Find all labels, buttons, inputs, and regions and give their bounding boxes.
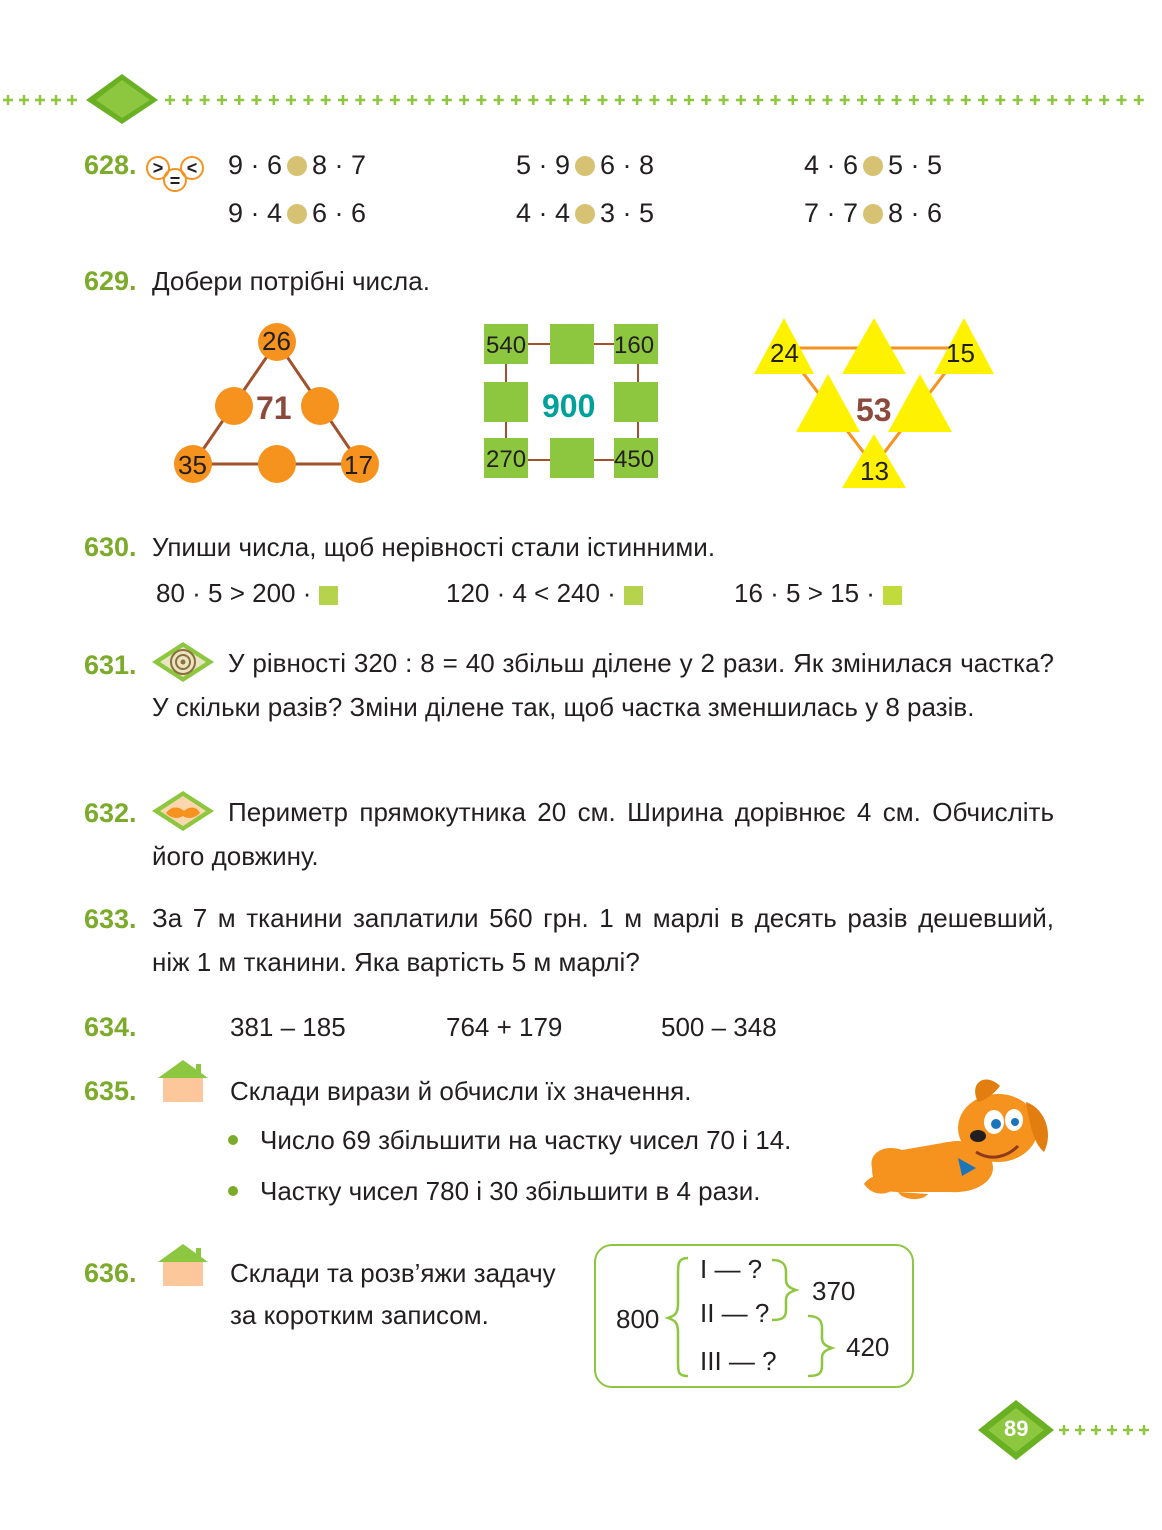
exercise-630-number: 630. xyxy=(84,532,137,562)
compare-blank[interactable] xyxy=(287,156,307,176)
exercise-629-text: Добери потрібні числа. xyxy=(152,266,430,296)
expression-item: 381 – 185 xyxy=(230,1012,346,1042)
exercise-635-bullet: Число 69 збільшити на частку чисел 70 і 14. xyxy=(260,1125,792,1155)
top-border-decoration xyxy=(0,62,1162,132)
left-expr: 9 · 6 xyxy=(228,150,283,180)
house-icon xyxy=(158,1242,208,1287)
exercise-633-number: 633. xyxy=(84,904,137,934)
exercise-635-number: 635. xyxy=(84,1076,137,1106)
compare-item xyxy=(804,198,942,229)
blank-circle xyxy=(301,387,339,425)
exercise-636-text-line2: за коротким записом. xyxy=(230,1300,489,1330)
right-expr: 6 · 6 xyxy=(312,198,367,228)
inequality-item xyxy=(156,578,338,609)
right-expr: 6 · 8 xyxy=(600,150,655,180)
compare-blank[interactable] xyxy=(575,156,595,176)
scheme-row: II — ? xyxy=(700,1298,770,1328)
right-expr: 5 · 5 xyxy=(888,150,943,180)
inequality-item xyxy=(734,578,902,609)
triangle-bottom-right-value: 17 xyxy=(344,450,373,480)
compare-item xyxy=(516,198,654,229)
page-number: 89 xyxy=(1004,1416,1029,1441)
compare-item xyxy=(228,150,366,181)
scheme-row: I — ? xyxy=(700,1254,763,1284)
triangle-bottom-left-value: 35 xyxy=(178,450,207,480)
blank-circle xyxy=(258,445,296,483)
exercise-629-number: 629. xyxy=(84,266,137,296)
left-expr: 9 · 4 xyxy=(228,198,283,228)
right-expr: 8 · 6 xyxy=(888,198,943,228)
square-top-left-value: 540 xyxy=(486,332,527,359)
inv-triangle-left-value: 24 xyxy=(770,338,799,368)
exercise-628-number: 628. xyxy=(84,150,137,180)
inequality-item xyxy=(446,578,643,609)
inequality-text: 80 · 5 > 200 · xyxy=(156,578,312,608)
scheme-sum-1-2: 370 xyxy=(812,1276,856,1306)
svg-text:=: = xyxy=(169,171,181,191)
house-icon xyxy=(158,1058,208,1103)
compare-blank[interactable] xyxy=(863,156,883,176)
svg-text:>: > xyxy=(152,158,164,178)
compare-blank[interactable] xyxy=(863,204,883,224)
right-expr: 3 · 5 xyxy=(600,198,655,228)
left-expr: 4 · 6 xyxy=(804,150,859,180)
dog-illustration xyxy=(858,1072,1054,1206)
square-top-right-value: 160 xyxy=(614,332,655,359)
scheme-total: 800 xyxy=(616,1304,660,1334)
left-expr: 4 · 4 xyxy=(516,198,571,228)
bullet-dot xyxy=(228,1135,238,1145)
compare-item xyxy=(804,150,942,181)
inv-triangle-bottom-value: 13 xyxy=(860,456,889,486)
square-center-value: 900 xyxy=(542,388,596,424)
blank-circle xyxy=(215,387,253,425)
compare-item xyxy=(516,150,654,181)
compare-blank[interactable] xyxy=(575,204,595,224)
inv-triangle-center-value: 53 xyxy=(856,392,892,428)
answer-blank[interactable] xyxy=(883,586,902,605)
compare-blank[interactable] xyxy=(287,204,307,224)
bullet-dot xyxy=(228,1186,238,1196)
compare-signs-icon xyxy=(146,150,206,194)
exercise-636-text-line1: Склади та розв’яжи задачу xyxy=(230,1258,556,1288)
left-expr: 7 · 7 xyxy=(804,198,859,228)
page-number-decoration xyxy=(972,1394,1162,1466)
exercise-630-text: Упиши числа, щоб нерівності стали істинними. xyxy=(152,532,716,562)
exercise-634-number: 634. xyxy=(84,1012,137,1042)
scheme-row: III — ? xyxy=(700,1346,777,1376)
square-bottom-right-value: 450 xyxy=(614,446,655,473)
triangle-center-value: 71 xyxy=(256,390,292,426)
compare-item xyxy=(228,198,366,229)
expression-item: 500 – 348 xyxy=(661,1012,777,1042)
left-expr: 5 · 9 xyxy=(516,150,571,180)
exercise-632-number: 632. xyxy=(84,798,137,828)
svg-text:<: < xyxy=(186,158,198,178)
inv-triangle-right-value: 15 xyxy=(946,338,975,368)
right-expr: 8 · 7 xyxy=(312,150,367,180)
exercise-633-text: За 7 м тканини заплатили 560 грн. 1 м марлі в десять разів дешевший, ніж 1 м тканини. Яка вартість 5 м марлі? xyxy=(152,903,1054,977)
exercise-632-text: Периметр прямокутника 20 см. Ширина дорівнює 4 см. Обчисліть його довжину. xyxy=(152,797,1054,871)
exercise-635-bullet: Частку чисел 780 і 30 збільшити в 4 рази. xyxy=(260,1176,761,1206)
answer-blank[interactable] xyxy=(319,586,338,605)
inequality-text: 120 · 4 < 240 · xyxy=(446,578,616,608)
exercise-631-text: У рівності 320 : 8 = 40 збільш ділене у 2 рази. Як змінилася частка? У скільки разів? Зміни ділене так, щоб частка зменшилась у 8 разів. xyxy=(152,648,1054,722)
inequality-text: 16 · 5 > 15 · xyxy=(734,578,875,608)
triangle-top-value: 26 xyxy=(262,326,291,356)
exercise-636-number: 636. xyxy=(84,1258,137,1288)
scheme-sum-2-3: 420 xyxy=(846,1332,890,1362)
square-bottom-left-value: 270 xyxy=(486,446,527,473)
expression-item: 764 + 179 xyxy=(446,1012,563,1042)
exercise-631-number: 631. xyxy=(84,650,137,680)
exercise-635-text: Склади вирази й обчисли їх значення. xyxy=(230,1076,692,1106)
answer-blank[interactable] xyxy=(624,586,643,605)
